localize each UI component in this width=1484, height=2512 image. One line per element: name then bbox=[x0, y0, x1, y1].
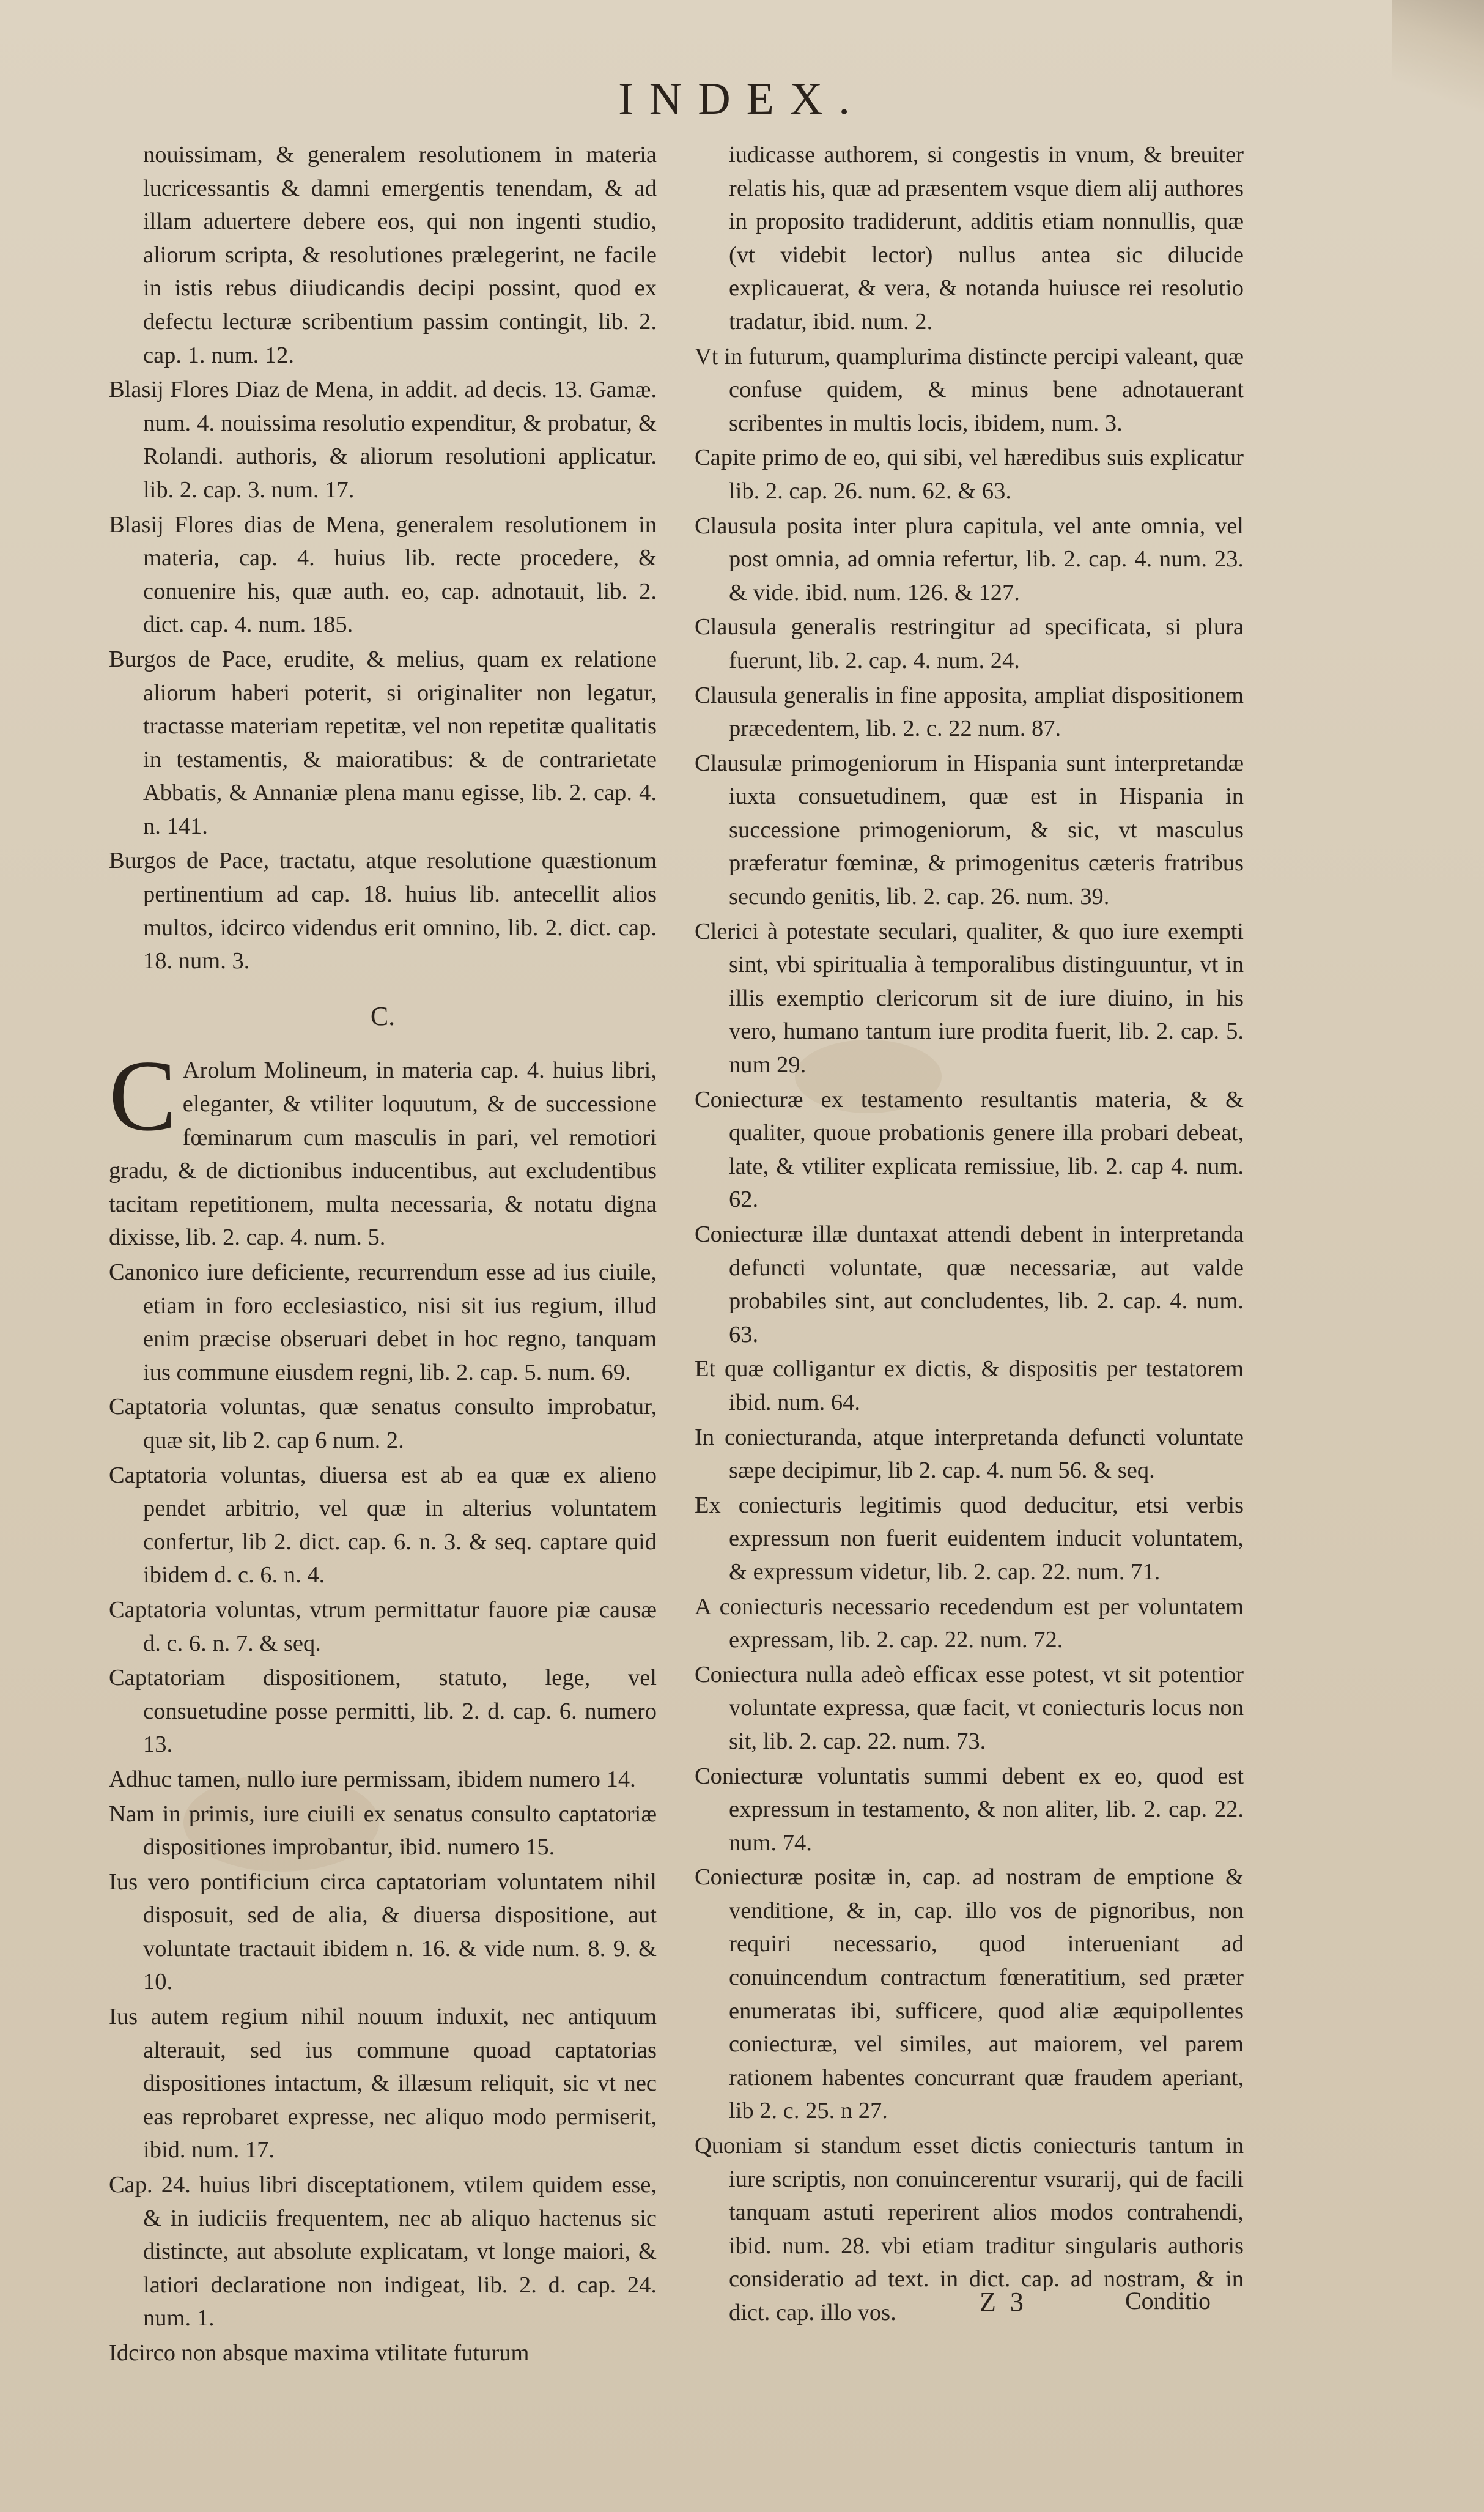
index-entry: Coniecturæ ex testamento resultantis materia, & & qualiter, quoue probationis genere illa probari debeat, late, & vtiliter explicata remissiue, lib. 2. cap 4. num. 62. bbox=[695, 1086, 1244, 1213]
drop-cap-initial: C bbox=[109, 1039, 177, 1152]
dropcap-entry bbox=[109, 1039, 657, 1254]
index-entry: Coniecturæ voluntatis summi debent ex eo, quod est expressum in testamento, & non aliter, lib. 2. cap. 22. num. 74. bbox=[695, 1763, 1244, 1856]
index-entry: Burgos de Pace, tractatu, atque resolutione quæstionum pertinentium ad cap. 18. huius lib. antecellit alios multos, idcirco videndus erit omnino, lib. 2. dict. cap. 18. num. 3. bbox=[109, 848, 657, 974]
index-entry: Captatoriam dispositionem, statuto, lege, vel consuetudine posse permitti, lib. 2. d. cap. 6. numero 13. bbox=[109, 1665, 657, 1758]
index-entry: Clausulæ primogeniorum in Hispania sunt interpretandæ iuxta consuetudinem, quæ est in Hispania in successione primogeniorum, & sic, vt masculus præferatur fœminæ, & primogenitus cæteris fratribus secundo genitis, lib. 2. cap. 26. num. 39. bbox=[695, 750, 1244, 910]
page-title: INDEX. bbox=[618, 74, 866, 124]
index-entry: Clausula generalis in fine apposita, ampliat dispositionem præcedentem, lib. 2. c. 22 num. 87. bbox=[695, 682, 1244, 742]
index-entry: Coniecturæ positæ in, cap. ad nostram de emptione & venditione, & in, cap. illo vos de pignoribus, non requiri necessario, quod interueniant ad conuincendum contractum fœneratitium, sed præter enumeratas ibi, sufficere, quod aliæ æquipollentes coniecturæ, vel similes, aut maiorem, vel parem rationem habentes concurrant quæ fraudem aperiant, lib 2. c. 25. n 27. bbox=[695, 1864, 1244, 2124]
dropcap-entry-text: Arolum Molineum, in materia cap. 4. huius libri, eleganter, & vtiliter loquutum, & de successione fœminarum cum masculis in pari, vel remotiori gradu, & de dictionibus inducentibus, aut excludentibus tacitam repetitionem, multa necessaria, & notatu digna dixisse, lib. 2. cap. 4. num. 5. bbox=[109, 1058, 657, 1251]
index-entry: Clausula posita inter plura capitula, vel ante omnia, vel post omnia, ad omnia refertur, lib. 2. cap. 4. num. 23. & vide. ibid. num. 126. & 127. bbox=[695, 513, 1244, 606]
left-column bbox=[109, 138, 657, 2371]
index-entry: Coniecturæ illæ duntaxat attendi debent in interpretanda defuncti voluntate, quæ necessariæ, aut valde probabiles sint, aut concludentes, lib. 2. cap. 4. num. 63. bbox=[695, 1221, 1244, 1347]
index-entry: Captatoria voluntas, vtrum permittatur fauore piæ causæ d. c. 6. n. 7. & seq. bbox=[109, 1596, 657, 1656]
index-entry: Quoniam si standum esset dictis coniecturis tantum in iure scriptis, non conuincerentur vsurarij, qui de facili tanquam astuti reperirent alios modos contrahendi, ibid. num. 28. vbi etiam traditur singularis authoris consideratio ad text. in dict. cap. ad nostram, & in dict. cap. illo vos. bbox=[695, 2133, 1244, 2325]
index-entry: Nam in primis, iure ciuili ex senatus consulto captatoriæ dispositiones improbantur, ibid. numero 15. bbox=[109, 1801, 657, 1861]
index-entry: Adhuc tamen, nullo iure permissam, ibidem numero 14. bbox=[109, 1766, 636, 1792]
right-column-entries bbox=[695, 138, 1244, 2330]
catchword: Conditio bbox=[1125, 2287, 1211, 2314]
index-entry: Et quæ colligantur ex dictis, & dispositis per testatorem ibid. num. 64. bbox=[695, 1356, 1244, 1415]
index-entry: Blasij Flores Diaz de Mena, in addit. ad decis. 13. Gamæ. num. 4. nouissima resolutio expenditur, & probatur, & Rolandi. authoris, & aliorum resolutioni applicatur. lib. 2. cap. 3. num. 17. bbox=[109, 377, 657, 503]
signature-mark: Z 3 bbox=[980, 2287, 1027, 2317]
index-entry: Ius autem regium nihil nouum induxit, nec antiquum alterauit, sed ius commune quoad captatorias dispositiones intactum, & illæsum reliquit, sic vt nec eas reprobaret expresse, nec aliquo modo permiserit, ibid. num. 17. bbox=[109, 2004, 657, 2163]
right-column bbox=[695, 138, 1244, 2331]
index-entry: Ius vero pontificium circa captatoriam voluntatem nihil disposuit, sed de alia, & diuersa dispositione, aut voluntate tractauit ibidem n. 16. & vide num. 8. 9. & 10. bbox=[109, 1869, 657, 1995]
index-entry: iudicasse authorem, si congestis in vnum, & breuiter relatis his, quæ ad præsentem vsque diem alij authores in proposito tradiderunt, additis etiam nonnullis, quæ (vt videbit lector) nullus antea sic dilucide explicauerat, & vera, & notanda huiusce rei resolutio tradatur, ibid. num. 2. bbox=[729, 142, 1244, 335]
index-entry: Clausula generalis restringitur ad specificata, si plura fuerunt, lib. 2. cap. 4. num. 24. bbox=[695, 614, 1244, 673]
index-entry: Canonico iure deficiente, recurrendum esse ad ius ciuile, etiam in foro ecclesiastico, nisi sit ius regium, illud enim præcise obseruari debet in hoc regno, tanquam ius commune eiusdem regni, lib. 2. cap. 5. num. 69. bbox=[109, 1259, 657, 1385]
left-column-entries bbox=[109, 138, 657, 978]
index-entry: Captatoria voluntas, quæ senatus consulto improbatur, quæ sit, lib 2. cap 6 num. 2. bbox=[109, 1394, 657, 1453]
index-entry: Idcirco non absque maxima vtilitate futurum bbox=[109, 2340, 530, 2366]
left-column-entries-after bbox=[109, 1256, 657, 2370]
index-entry: nouissimam, & generalem resolutionem in materia lucricessantis & damni emergentis tenendam, & ad illam aduertere debere eos, qui non ingenti studio, aliorum scripta, & resolutiones prælegerint, ne facile in istis rebus diiudicandis decipi possint, quod ex defectu lecturæ scribentium passim contingit, lib. 2. cap. 1. num. 12. bbox=[143, 142, 657, 368]
index-entry: Capite primo de eo, qui sibi, vel hæredibus suis explicatur lib. 2. cap. 26. num. 62. & 63. bbox=[695, 445, 1244, 504]
index-entry: Coniectura nulla adeò efficax esse potest, vt sit potentior voluntate expressa, quæ facit, vt coniecturis locus non sit, lib. 2. cap. 22. num. 73. bbox=[695, 1661, 1244, 1754]
index-entry: Blasij Flores dias de Mena, generalem resolutionem in materia, cap. 4. huius lib. recte procedere, & conuenire his, quæ auth. eo, cap. adnotauit, lib. 2. dict. cap. 4. num. 185. bbox=[109, 511, 657, 638]
index-entry: Captatoria voluntas, diuersa est ab ea quæ ex alieno pendet arbitrio, vel quæ in alterius voluntatem confertur, lib 2. dict. cap. 6. n. 3. & seq. captare quid ibidem d. c. 6. n. 4. bbox=[109, 1462, 657, 1588]
index-entry: Ex coniecturis legitimis quod deducitur, etsi verbis expressum non fuerit euidentem inducit voluntatem, & expressum videtur, lib. 2. cap. 22. num. 71. bbox=[695, 1492, 1244, 1585]
index-entry: A coniecturis necessario recedendum est per voluntatem expressam, lib. 2. cap. 22. num. 72. bbox=[695, 1593, 1244, 1653]
index-entry: Cap. 24. huius libri disceptationem, vtilem quidem esse, & in iudiciis frequentem, nec ab aliquo hactenus sic distincte, aut absolute explicatam, vt longe maiori, & latiori declaratione non indigeat, lib. 2. d. cap. 24. num. 1. bbox=[109, 2172, 657, 2332]
index-entry: In coniecturanda, atque interpretanda defuncti voluntate sæpe decipimur, lib 2. cap. 4. num 56. & seq. bbox=[695, 1424, 1244, 1484]
index-entry: Clerici à potestate seculari, qualiter, & quo iure exempti sint, vbi spiritualia à temporalibus distinguuntur, vt in illis exemptio clericorum sit de iure diuino, in his vero, humano tantum iure prodita fuerit, lib. 2. cap. 5. num 29. bbox=[695, 918, 1244, 1078]
index-entry: Burgos de Pace, erudite, & melius, quam ex relatione aliorum haberi poterit, si originaliter non legatur, tractasse materiam repetitæ, vel non repetitæ qualitatis in testamentis, & maioratibus: & de contrarietate Abbatis, & Annaniæ plena manu egisse, lib. 2. cap. 4. n. 141. bbox=[109, 646, 657, 839]
index-entry: Vt in futurum, quamplurima distincte percipi valeant, quæ confuse quidem, & minus bene adnotauerant scribentes in multis locis, ibidem, num. 3. bbox=[695, 343, 1244, 436]
section-letter: C. bbox=[370, 1001, 396, 1031]
